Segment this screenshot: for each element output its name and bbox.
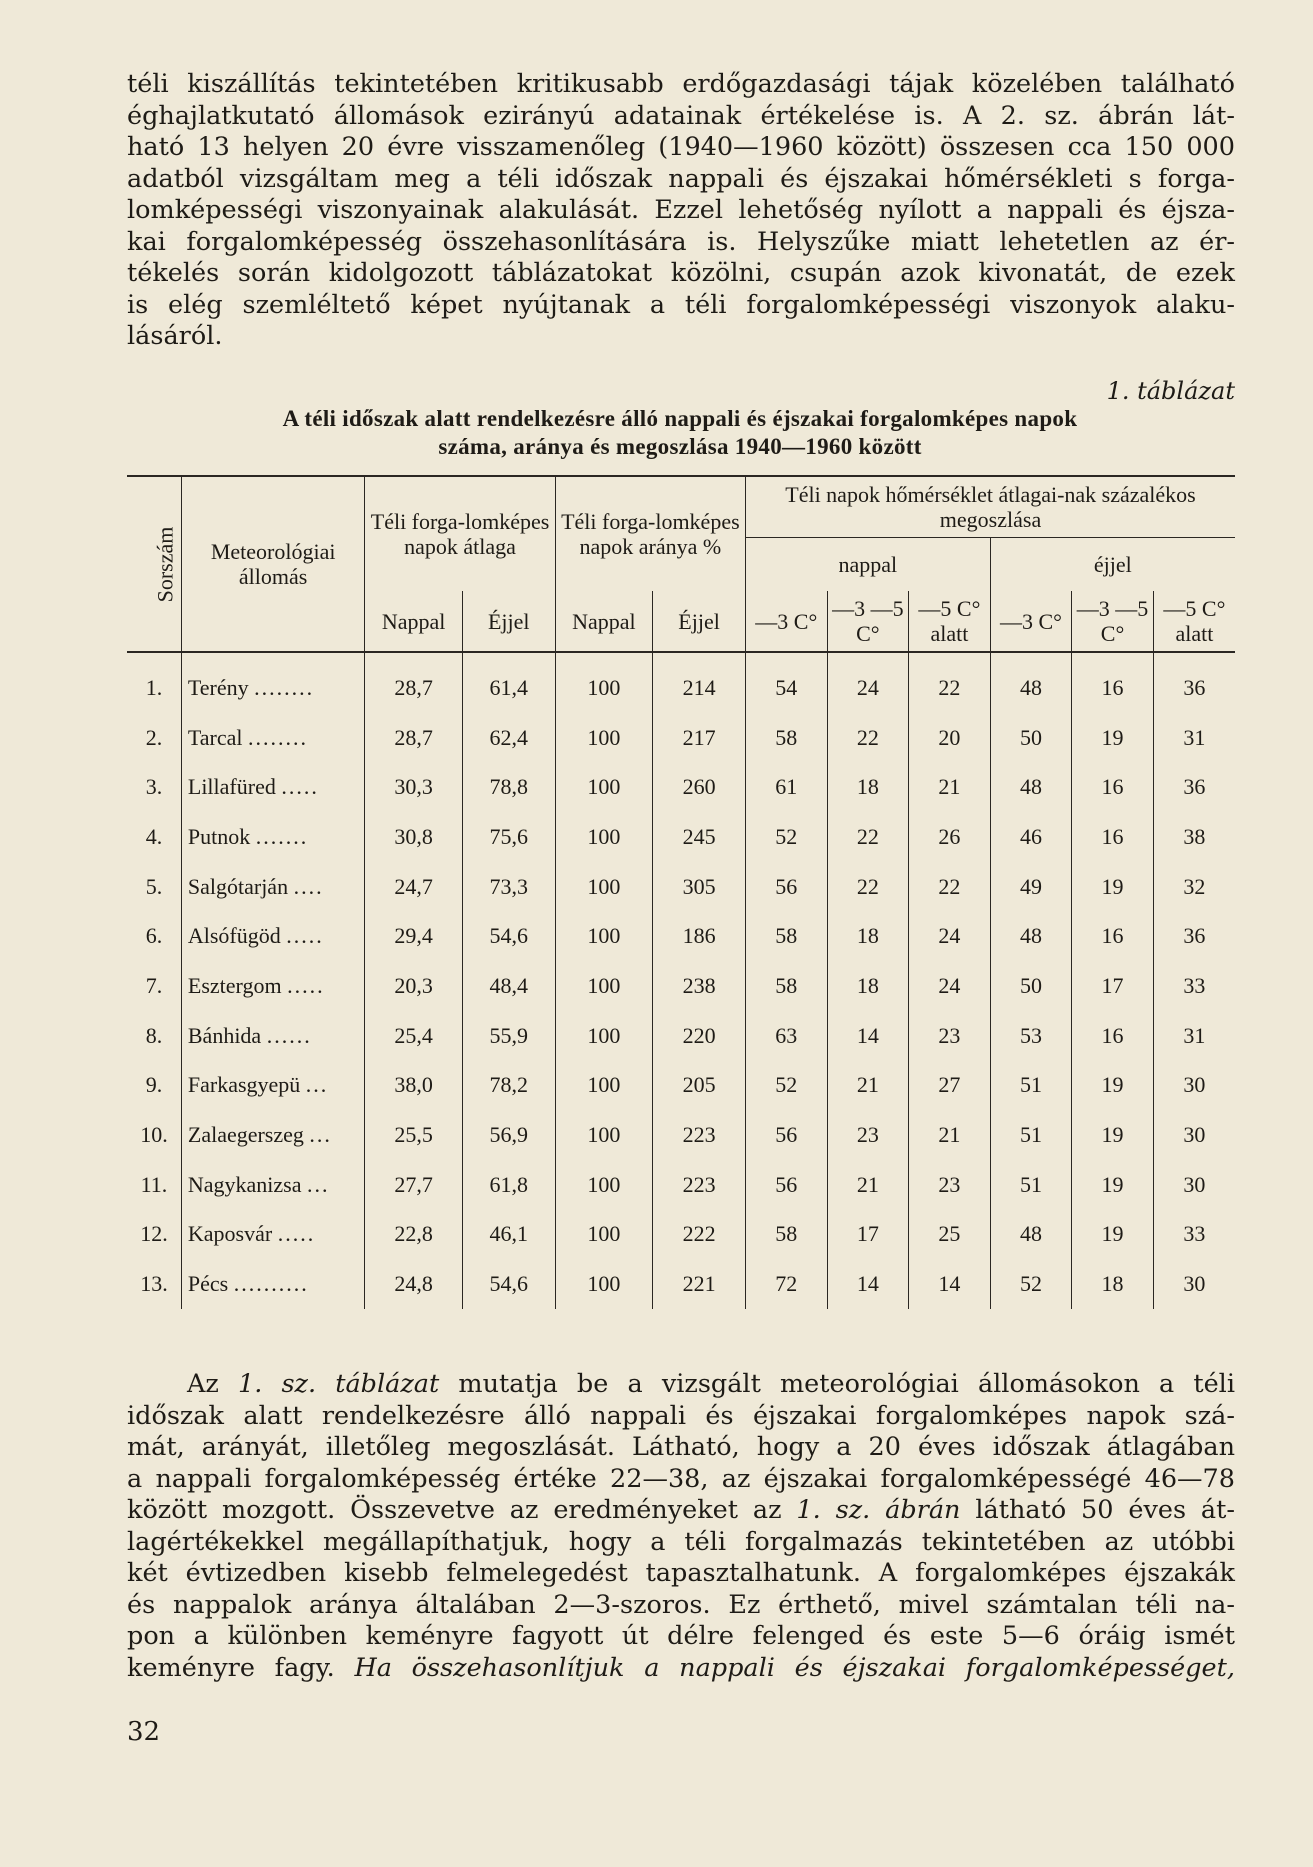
ratio-day-cell: 100 [555, 1160, 652, 1210]
day-m3-cell: 58 [746, 961, 828, 1011]
leader-dots: ........ [254, 674, 315, 700]
row-number: 7. [145, 972, 163, 998]
day-m3m5-cell: 14 [827, 1011, 909, 1061]
night-m5-cell: 36 [1153, 762, 1235, 812]
avg-day-cell: 29,4 [365, 911, 462, 961]
station-name [181, 1210, 365, 1260]
conclusion-line [127, 1495, 1235, 1527]
leader-dots: .......... [233, 1271, 309, 1297]
table-row [127, 961, 1235, 1011]
ratio-day-cell: 100 [555, 1061, 652, 1111]
row-number: 11. [140, 1171, 168, 1197]
conclusion-line: és nappalok aránya általában 2—3-szoros. Ez érthető, mivel számtalan téli na- [127, 1589, 1235, 1620]
ratio-night-cell: 260 [653, 762, 746, 812]
avg-night-cell: 46,1 [462, 1210, 555, 1260]
figure-reference: 1. sz. ábrán [796, 1495, 961, 1525]
ratio-night-cell: 238 [653, 961, 746, 1011]
avg-night-cell: 55,9 [462, 1011, 555, 1061]
day-m5-cell: 14 [909, 1259, 991, 1309]
intro-line: tékelés során kidolgozott táblázatokat közölni, csupán azok kivonatát, de ezek [127, 258, 1235, 288]
night-m3-cell: 48 [990, 762, 1072, 812]
ratio-night-cell: 221 [653, 1259, 746, 1309]
sub-header: —5 C° alatt [1153, 591, 1235, 652]
avg-night-cell: 62,4 [462, 713, 555, 763]
conclusion-line: pon a különben keményre fagyott út délre felenged és este 5—6 óráig ismét [127, 1621, 1235, 1651]
sub-header: Nappal [555, 591, 652, 652]
station-label: Lillafüred [187, 774, 276, 800]
table-title-line: A téli időszak alatt rendelkezésre álló nappali és éjszakai forgalomképes napok [282, 406, 1078, 431]
day-m3-cell: 72 [746, 1259, 828, 1309]
station-name [181, 1061, 365, 1111]
day-m3-cell: 56 [746, 862, 828, 912]
table-number: 1. táblázat [1106, 377, 1235, 405]
sub-header: Éjjel [462, 591, 555, 652]
night-m3-cell: 52 [990, 1259, 1072, 1309]
row-number: 5. [145, 873, 163, 899]
sub-header: Éjjel [653, 591, 746, 652]
night-m3-cell: 48 [990, 911, 1072, 961]
ratio-night-cell: 222 [653, 1210, 746, 1260]
day-m5-cell: 24 [909, 961, 991, 1011]
day-m3-cell: 52 [746, 812, 828, 862]
day-m3m5-cell: 23 [827, 1110, 909, 1160]
night-m3-cell: 48 [990, 1210, 1072, 1260]
ratio-day-cell: 100 [555, 961, 652, 1011]
table-title-line: száma, aránya és megoszlása 1940—1960 között [438, 434, 922, 459]
ratio-night-cell: 205 [653, 1061, 746, 1111]
sub-header: —5 C° alatt [909, 591, 991, 652]
table-row [127, 1259, 1235, 1309]
leader-dots: ..... [287, 972, 325, 998]
intro-line: adatból vizsgáltam meg a téli időszak nappali és éjszakai hőmérsékleti s forga- [127, 163, 1235, 194]
intro-line: éghajlatkutató állomások ezirányú adatainak értékelése is. A 2. sz. ábrán lát- [127, 100, 1235, 131]
station-label: Salgótarján [187, 873, 289, 899]
avg-day-cell: 25,5 [365, 1110, 462, 1160]
intro-line: is elég szemléltető képet nyújtanak a téli forgalomképességi viszonyok alaku- [127, 289, 1235, 320]
station-label: Zalaegerszeg [187, 1122, 304, 1148]
conclusion-line: a nappali forgalomképesség értéke 22—38, az éjszakai forgalomképességé 46—78 [127, 1463, 1235, 1494]
avg-night-cell: 61,4 [462, 652, 555, 713]
ratio-header: Téli forga-lomképes napok aránya % [555, 476, 745, 591]
day-m3-cell: 61 [746, 762, 828, 812]
ratio-day-cell: 100 [555, 762, 652, 812]
ratio-day-cell: 100 [555, 713, 652, 763]
conclusion-line [127, 1369, 1235, 1401]
day-m3m5-cell: 14 [827, 1259, 909, 1309]
ratio-day-cell: 100 [555, 1011, 652, 1061]
night-m3m5-cell: 16 [1072, 812, 1154, 862]
ratio-night-cell: 223 [653, 1110, 746, 1160]
station-name [181, 762, 365, 812]
data-table [127, 475, 1235, 1309]
leader-dots: ..... [277, 1221, 316, 1247]
intro-line: téli kiszállítás tekintetében kritikusabb erdőgazdasági tájak közelében található [127, 69, 1235, 99]
day-m3m5-cell: 18 [827, 961, 909, 1011]
station-name [181, 911, 365, 961]
table-row [127, 1011, 1235, 1061]
day-m5-cell: 22 [909, 862, 991, 912]
ratio-night-cell: 214 [653, 652, 746, 713]
station-label: Alsófügöd [187, 923, 281, 949]
italic-run: Ha összehasonlítjuk a nappali és éjszakai forgalomképességet, [354, 1652, 1235, 1683]
station-name [181, 1110, 365, 1160]
night-m3m5-cell: 19 [1072, 1160, 1154, 1210]
day-m3m5-cell: 22 [827, 713, 909, 763]
day-m5-cell: 26 [909, 812, 991, 862]
night-m3m5-cell: 19 [1072, 1061, 1154, 1111]
sub-header: —3 —5 C° [827, 591, 909, 652]
night-m3-cell: 51 [990, 1110, 1072, 1160]
night-m3-cell: 49 [990, 862, 1072, 912]
table-reference: 1. sz. táblázat [238, 1369, 440, 1399]
intro-line: lomképességi viszonyainak alakulását. Ezzel lehetőség nyílott a nappali és éjsza- [127, 195, 1235, 225]
avg-day-cell: 27,7 [365, 1160, 462, 1210]
day-m3-cell: 58 [746, 911, 828, 961]
night-m3-cell: 48 [990, 652, 1072, 713]
row-number: 13. [140, 1271, 168, 1297]
leader-dots: ... [309, 1122, 332, 1148]
avg-night-cell: 56,9 [462, 1110, 555, 1160]
ratio-night-cell: 245 [653, 812, 746, 862]
night-m5-cell: 30 [1153, 1061, 1235, 1111]
day-m3m5-cell: 18 [827, 911, 909, 961]
avg-night-cell: 73,3 [462, 862, 555, 912]
night-m3m5-cell: 19 [1072, 713, 1154, 763]
station-label: Farkasgyepü [187, 1072, 301, 1098]
row-number: 2. [145, 724, 163, 750]
ratio-day-cell: 100 [555, 1210, 652, 1260]
avg-night-cell: 48,4 [462, 961, 555, 1011]
text-run: mutatja be a vizsgált meteorológiai állomásokon a téli [439, 1369, 1235, 1399]
day-m5-cell: 27 [909, 1061, 991, 1111]
day-m3-cell: 56 [746, 1110, 828, 1160]
ratio-day-cell: 100 [555, 652, 652, 713]
station-label: Bánhida [187, 1022, 262, 1048]
table-row [127, 1110, 1235, 1160]
ratio-night-cell: 186 [653, 911, 746, 961]
day-m3m5-cell: 22 [827, 812, 909, 862]
conclusion-line: mát, arányát, illetőleg megoszlását. Látható, hogy a 20 éves időszak átlagában [127, 1432, 1235, 1462]
night-m3m5-cell: 19 [1072, 862, 1154, 912]
avg-night-cell: 78,8 [462, 762, 555, 812]
avg-night-cell: 61,8 [462, 1160, 555, 1210]
night-m5-cell: 36 [1153, 652, 1235, 713]
text-run: látható 50 éves át- [960, 1495, 1235, 1525]
ratio-night-cell: 220 [653, 1011, 746, 1061]
sub-header: —3 C° [746, 591, 828, 652]
night-m5-cell: 36 [1153, 911, 1235, 961]
sub-header: Nappal [365, 591, 462, 652]
night-m5-cell: 30 [1153, 1110, 1235, 1160]
intro-line: kai forgalomképesség összehasonlítására is. Helyszűke miatt lehetetlen az ér- [127, 226, 1235, 257]
leader-dots: .... [293, 873, 324, 899]
row-number: 10. [140, 1122, 168, 1148]
night-m3m5-cell: 16 [1072, 652, 1154, 713]
table-row [127, 812, 1235, 862]
station-label: Kaposvár [187, 1221, 273, 1247]
row-number: 9. [145, 1072, 163, 1098]
station-label: Nagykanizsa [187, 1171, 302, 1197]
night-m3-cell: 51 [990, 1160, 1072, 1210]
avg-day-cell: 28,7 [365, 713, 462, 763]
day-m5-cell: 21 [909, 1110, 991, 1160]
station-label: Terény [187, 674, 249, 700]
avg-day-cell: 38,0 [365, 1061, 462, 1111]
station-label: Putnok [187, 823, 251, 849]
night-m3m5-cell: 19 [1072, 1210, 1154, 1260]
table-row [127, 1210, 1235, 1260]
table-row [127, 911, 1235, 961]
avg-day-cell: 30,8 [365, 812, 462, 862]
ratio-day-cell: 100 [555, 812, 652, 862]
station-name [181, 652, 365, 713]
ratio-night-cell: 305 [653, 862, 746, 912]
sub-header: —3 C° [990, 591, 1072, 652]
night-m5-cell: 33 [1153, 961, 1235, 1011]
night-m5-cell: 33 [1153, 1210, 1235, 1260]
night-m3-cell: 50 [990, 961, 1072, 1011]
leader-dots: ........ [248, 724, 309, 750]
nappal-group-header: nappal [746, 538, 991, 592]
avg-day-cell: 28,7 [365, 652, 462, 713]
station-name [181, 812, 365, 862]
row-number: 1. [145, 674, 163, 700]
night-m3-cell: 50 [990, 713, 1072, 763]
day-m5-cell: 23 [909, 1011, 991, 1061]
night-m3m5-cell: 16 [1072, 911, 1154, 961]
intro-paragraph [127, 69, 1235, 353]
row-number: 4. [145, 823, 163, 849]
conclusion-line: időszak alatt rendelkezésre álló nappali és éjszakai forgalomképes napok szá- [127, 1400, 1235, 1431]
ratio-day-cell: 100 [555, 911, 652, 961]
table-row [127, 1160, 1235, 1210]
table-row [127, 713, 1235, 763]
avg-day-cell: 24,7 [365, 862, 462, 912]
table-row [127, 652, 1235, 713]
conclusion-line: két évtizedben kisebb felmelegedést tapasztalhatunk. A forgalomképes éjszakák [127, 1558, 1235, 1588]
avg-header: Téli forga-lomképes napok átlaga [365, 476, 555, 591]
station-name [181, 713, 365, 763]
distribution-header: Téli napok hőmérséklet átlagai-nak százalékos megoszlása [746, 476, 1235, 538]
day-m3-cell: 58 [746, 713, 828, 763]
day-m3m5-cell: 22 [827, 862, 909, 912]
leader-dots: ... [305, 1072, 329, 1098]
avg-night-cell: 54,6 [462, 1259, 555, 1309]
row-number: 8. [145, 1022, 163, 1048]
night-m5-cell: 30 [1153, 1259, 1235, 1309]
day-m5-cell: 25 [909, 1210, 991, 1260]
text-run: keményre fagy. [127, 1652, 355, 1683]
leader-dots: ... [307, 1171, 330, 1197]
day-m3m5-cell: 24 [827, 652, 909, 713]
station-name [181, 1160, 365, 1210]
text-run: Az [187, 1369, 238, 1399]
day-m5-cell: 23 [909, 1160, 991, 1210]
night-m5-cell: 31 [1153, 1011, 1235, 1061]
row-number: 6. [145, 923, 163, 949]
station-name [181, 1259, 365, 1309]
ratio-day-cell: 100 [555, 862, 652, 912]
day-m5-cell: 20 [909, 713, 991, 763]
row-number: 3. [145, 774, 163, 800]
conclusion-line [127, 1653, 1235, 1685]
night-m3m5-cell: 18 [1072, 1259, 1154, 1309]
table-row [127, 762, 1235, 812]
night-m5-cell: 38 [1153, 812, 1235, 862]
station-label: Esztergom [187, 972, 282, 998]
ratio-night-cell: 217 [653, 713, 746, 763]
day-m3-cell: 54 [746, 652, 828, 713]
leader-dots: ....... [255, 823, 309, 849]
night-m3m5-cell: 16 [1072, 762, 1154, 812]
day-m3m5-cell: 21 [827, 1160, 909, 1210]
conclusion-paragraph [127, 1369, 1235, 1684]
table-row [127, 1061, 1235, 1111]
ratio-night-cell: 223 [653, 1160, 746, 1210]
station-label: Tarcal [187, 724, 243, 750]
avg-day-cell: 25,4 [365, 1011, 462, 1061]
night-m5-cell: 32 [1153, 862, 1235, 912]
sorszam-header [127, 476, 181, 652]
avg-day-cell: 24,8 [365, 1259, 462, 1309]
day-m3m5-cell: 18 [827, 762, 909, 812]
intro-line: ható 13 helyen 20 évre visszamenőleg (1940—1960 között) összesen cca 150 000 [127, 132, 1235, 162]
leader-dots: ..... [281, 774, 319, 800]
station-header: Meteorológiai állomás [181, 476, 365, 652]
leader-dots: ...... [266, 1022, 312, 1048]
sorszam-label: Sorszám [152, 526, 178, 602]
night-m3-cell: 46 [990, 812, 1072, 862]
day-m3m5-cell: 17 [827, 1210, 909, 1260]
day-m3-cell: 58 [746, 1210, 828, 1260]
conclusion-line: lagértékekkel megállapíthatjuk, hogy a téli forgalmazás tekintetében az utóbbi [127, 1526, 1235, 1557]
station-name [181, 1011, 365, 1061]
night-m3m5-cell: 16 [1072, 1011, 1154, 1061]
text-run: között mozgott. Összevetve az eredményeket az [127, 1495, 797, 1525]
station-name [181, 961, 365, 1011]
station-label: Pécs [187, 1271, 229, 1297]
row-number: 12. [140, 1221, 168, 1247]
avg-day-cell: 30,3 [365, 762, 462, 812]
avg-day-cell: 22,8 [365, 1210, 462, 1260]
day-m5-cell: 21 [909, 762, 991, 812]
ratio-day-cell: 100 [555, 1259, 652, 1309]
sub-header: —3 —5 C° [1072, 591, 1154, 652]
avg-night-cell: 75,6 [462, 812, 555, 862]
intro-line: lásáról. [127, 321, 223, 351]
day-m3-cell: 52 [746, 1061, 828, 1111]
day-m3-cell: 56 [746, 1160, 828, 1210]
table-row [127, 862, 1235, 912]
night-m3-cell: 53 [990, 1011, 1072, 1061]
table-title [140, 405, 1220, 461]
night-m5-cell: 30 [1153, 1160, 1235, 1210]
night-m3-cell: 51 [990, 1061, 1072, 1111]
ratio-day-cell: 100 [555, 1110, 652, 1160]
day-m5-cell: 24 [909, 911, 991, 961]
day-m3-cell: 63 [746, 1011, 828, 1061]
avg-night-cell: 78,2 [462, 1061, 555, 1111]
page-number: 32 [127, 1717, 161, 1747]
ejjel-group-header: éjjel [990, 538, 1235, 592]
night-m5-cell: 31 [1153, 713, 1235, 763]
station-name [181, 862, 365, 912]
night-m3m5-cell: 19 [1072, 1110, 1154, 1160]
night-m3m5-cell: 17 [1072, 961, 1154, 1011]
leader-dots: ..... [286, 923, 324, 949]
day-m5-cell: 22 [909, 652, 991, 713]
avg-night-cell: 54,6 [462, 911, 555, 961]
day-m3m5-cell: 21 [827, 1061, 909, 1111]
avg-day-cell: 20,3 [365, 961, 462, 1011]
